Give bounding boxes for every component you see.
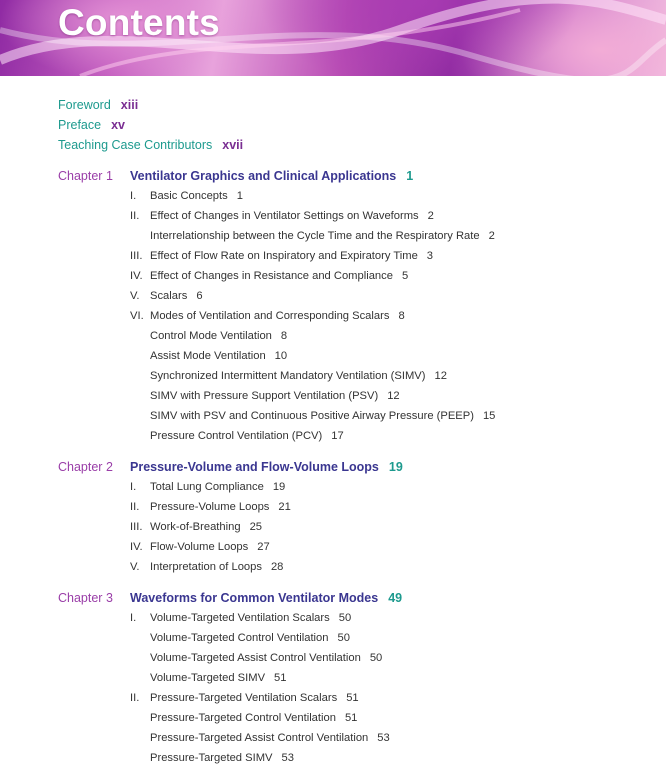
- entry-text: Modes of Ventilation and Corresponding Scalars 8: [150, 310, 405, 322]
- toc-subentry[interactable]: Pressure Control Ventilation (PCV) 17: [150, 430, 344, 442]
- entry-roman: I.: [130, 190, 137, 202]
- header-banner: [0, 0, 666, 76]
- entry-page: 25: [249, 521, 263, 533]
- front-matter-page: xv: [111, 118, 125, 132]
- toc-front-matter-foreword[interactable]: [58, 98, 138, 112]
- front-matter-page: xiii: [120, 98, 139, 112]
- entry-page: 53: [377, 732, 390, 744]
- entry-roman: VI.: [130, 310, 144, 322]
- entry-page: 8: [398, 310, 405, 322]
- entry-text: Pressure-Targeted Ventilation Scalars 51: [150, 692, 359, 704]
- front-matter-label: Preface: [58, 118, 102, 132]
- entry-page: 15: [482, 410, 496, 422]
- entry-page: 50: [337, 632, 350, 644]
- chapter-number: Chapter 3: [58, 591, 113, 605]
- front-matter-label: Foreword: [58, 98, 111, 112]
- toc-subentry[interactable]: Volume-Targeted Assist Control Ventilation 50: [150, 652, 383, 664]
- chapter-title: Pressure-Volume and Flow-Volume Loops 19: [130, 460, 403, 474]
- front-matter-label: Teaching Case Contributors: [58, 138, 213, 152]
- entry-roman: IV.: [130, 541, 143, 553]
- entry-text: Effect of Changes in Ventilator Settings on Waveforms 2: [150, 210, 434, 222]
- entry-page: 17: [331, 430, 344, 442]
- toc-front-matter-contributors[interactable]: [58, 138, 243, 152]
- toc-subentry[interactable]: Pressure-Targeted SIMV 53: [150, 752, 294, 764]
- entry-page: 10: [274, 350, 288, 362]
- chapter-number: Chapter 1: [58, 169, 113, 183]
- entry-page: 27: [257, 541, 270, 553]
- entry-page: 5: [401, 270, 409, 282]
- entry-text: Volume-Targeted Ventilation Scalars 50: [150, 612, 352, 624]
- entry-page: 12: [434, 370, 447, 382]
- entry-text: Interpretation of Loops 28: [150, 561, 284, 573]
- entry-page: 53: [281, 752, 294, 764]
- entry-page: 21: [278, 501, 291, 513]
- chapter-page: 19: [388, 460, 403, 474]
- entry-text: Basic Concepts 1: [150, 190, 243, 202]
- entry-page: 8: [280, 330, 288, 342]
- toc-subentry[interactable]: Volume-Targeted Control Ventilation 50: [150, 632, 350, 644]
- chapter-number: Chapter 2: [58, 460, 113, 474]
- chapter-title: Ventilator Graphics and Clinical Applications 1: [130, 169, 414, 183]
- entry-roman: II.: [130, 692, 140, 704]
- entry-roman: III.: [130, 521, 143, 533]
- entry-roman: II.: [130, 210, 140, 222]
- entry-page: 6: [196, 290, 203, 302]
- toc-subentry[interactable]: Pressure-Targeted Control Ventilation 51: [150, 712, 358, 724]
- entry-page: 51: [274, 672, 287, 684]
- entry-page: 50: [338, 612, 352, 624]
- entry-page: 19: [272, 481, 286, 493]
- toc-subentry[interactable]: Interrelationship between the Cycle Time and the Respiratory Rate 2: [150, 230, 495, 242]
- entry-text: Pressure-Volume Loops 21: [150, 501, 291, 513]
- entry-text: Total Lung Compliance 19: [150, 481, 286, 493]
- front-matter-page: xvii: [222, 138, 244, 152]
- chapter-page: 49: [388, 591, 403, 605]
- entry-page: 3: [426, 250, 434, 262]
- entry-roman: III.: [130, 250, 143, 262]
- chapter-page: 1: [406, 169, 414, 183]
- toc-subentry[interactable]: Volume-Targeted SIMV 51: [150, 672, 287, 684]
- toc-subentry[interactable]: SIMV with PSV and Continuous Positive Airway Pressure (PEEP) 15: [150, 410, 496, 422]
- entry-page: 1: [236, 190, 243, 202]
- toc-subentry[interactable]: SIMV with Pressure Support Ventilation (PSV) 12: [150, 390, 400, 402]
- entry-text: Scalars 6: [150, 290, 203, 302]
- toc-subentry[interactable]: Synchronized Intermittent Mandatory Ventilation (SIMV) 12: [150, 370, 447, 382]
- entry-roman: I.: [130, 612, 137, 624]
- entry-text: Flow-Volume Loops 27: [150, 541, 270, 553]
- entry-roman: I.: [130, 481, 137, 493]
- entry-page: 51: [346, 692, 359, 704]
- entry-roman: V.: [130, 290, 140, 302]
- toc-subentry[interactable]: Control Mode Ventilation 8: [150, 330, 288, 342]
- toc-front-matter-preface[interactable]: [58, 118, 125, 132]
- entry-text: Effect of Flow Rate on Inspiratory and Expiratory Time 3: [150, 250, 434, 262]
- entry-text: Effect of Changes in Resistance and Compliance 5: [150, 270, 409, 282]
- toc-subentry[interactable]: Pressure-Targeted Assist Control Ventilation 53: [150, 732, 390, 744]
- entry-page: 51: [344, 712, 358, 724]
- chapter-title: Waveforms for Common Ventilator Modes 49: [130, 591, 403, 605]
- entry-text: Work-of-Breathing 25: [150, 521, 263, 533]
- entry-roman: IV.: [130, 270, 143, 282]
- entry-page: 2: [488, 230, 495, 242]
- entry-roman: II.: [130, 501, 140, 513]
- entry-page: 12: [387, 390, 400, 402]
- entry-roman: V.: [130, 561, 140, 573]
- entry-page: 2: [427, 210, 434, 222]
- toc-subentry[interactable]: Assist Mode Ventilation 10: [150, 350, 288, 362]
- page-title: Contents: [58, 2, 220, 43]
- entry-page: 50: [369, 652, 383, 664]
- entry-page: 28: [270, 561, 284, 573]
